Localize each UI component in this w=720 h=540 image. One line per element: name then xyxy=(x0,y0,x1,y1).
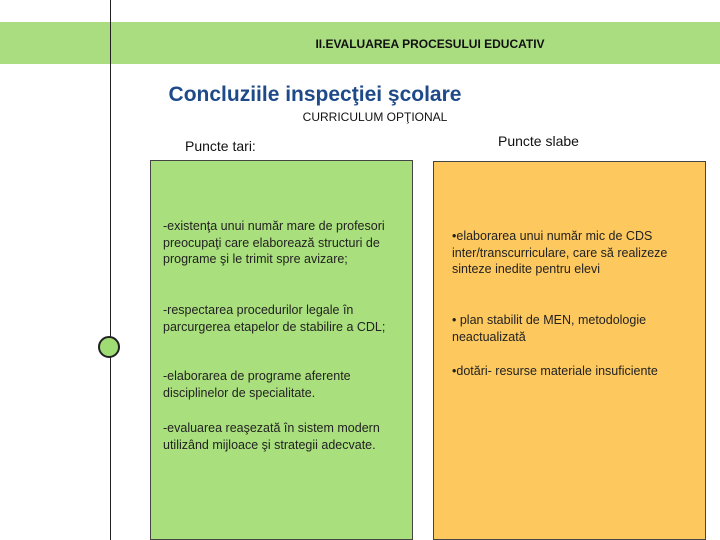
weakness-item: •elaborarea unui număr mic de CDS inter/transcurriculare, care să realizeze sinteze inedite pentru elevi xyxy=(452,229,668,276)
weakness-item: •dotări- resurse materiale insuficiente xyxy=(452,364,658,378)
strength-item: -respectarea procedurilor legale în parcurgerea etapelor de stabilire a CDL; xyxy=(163,303,386,334)
strengths-heading: Puncte tari: xyxy=(185,138,256,154)
green-circle-marker xyxy=(98,336,120,358)
weakness-item: • plan stabilit de MEN, metodologie neactualizată xyxy=(452,313,647,344)
weaknesses-box xyxy=(433,161,706,540)
section-title: II.EVALUAREA PROCESULUI EDUCATIV xyxy=(315,37,545,51)
vertical-divider-line xyxy=(110,0,111,540)
strength-item: -evaluarea reaşezată în sistem modern utilizând mijloace şi strategii adecvate. xyxy=(163,421,380,452)
strengths-box xyxy=(150,160,413,540)
strength-item: -elaborarea de programe aferente disciplinelor de specialitate. xyxy=(163,369,351,400)
weaknesses-heading: Puncte slabe xyxy=(498,133,579,149)
strength-item: -existenţa unui număr mare de profesori preocupaţi care elaborează structuri de programe şi le trimit spre avizare; xyxy=(163,219,385,266)
page-title: Concluziile inspecţiei şcolare xyxy=(168,83,462,106)
page-subtitle: CURRICULUM OPŢIONAL xyxy=(302,110,448,124)
